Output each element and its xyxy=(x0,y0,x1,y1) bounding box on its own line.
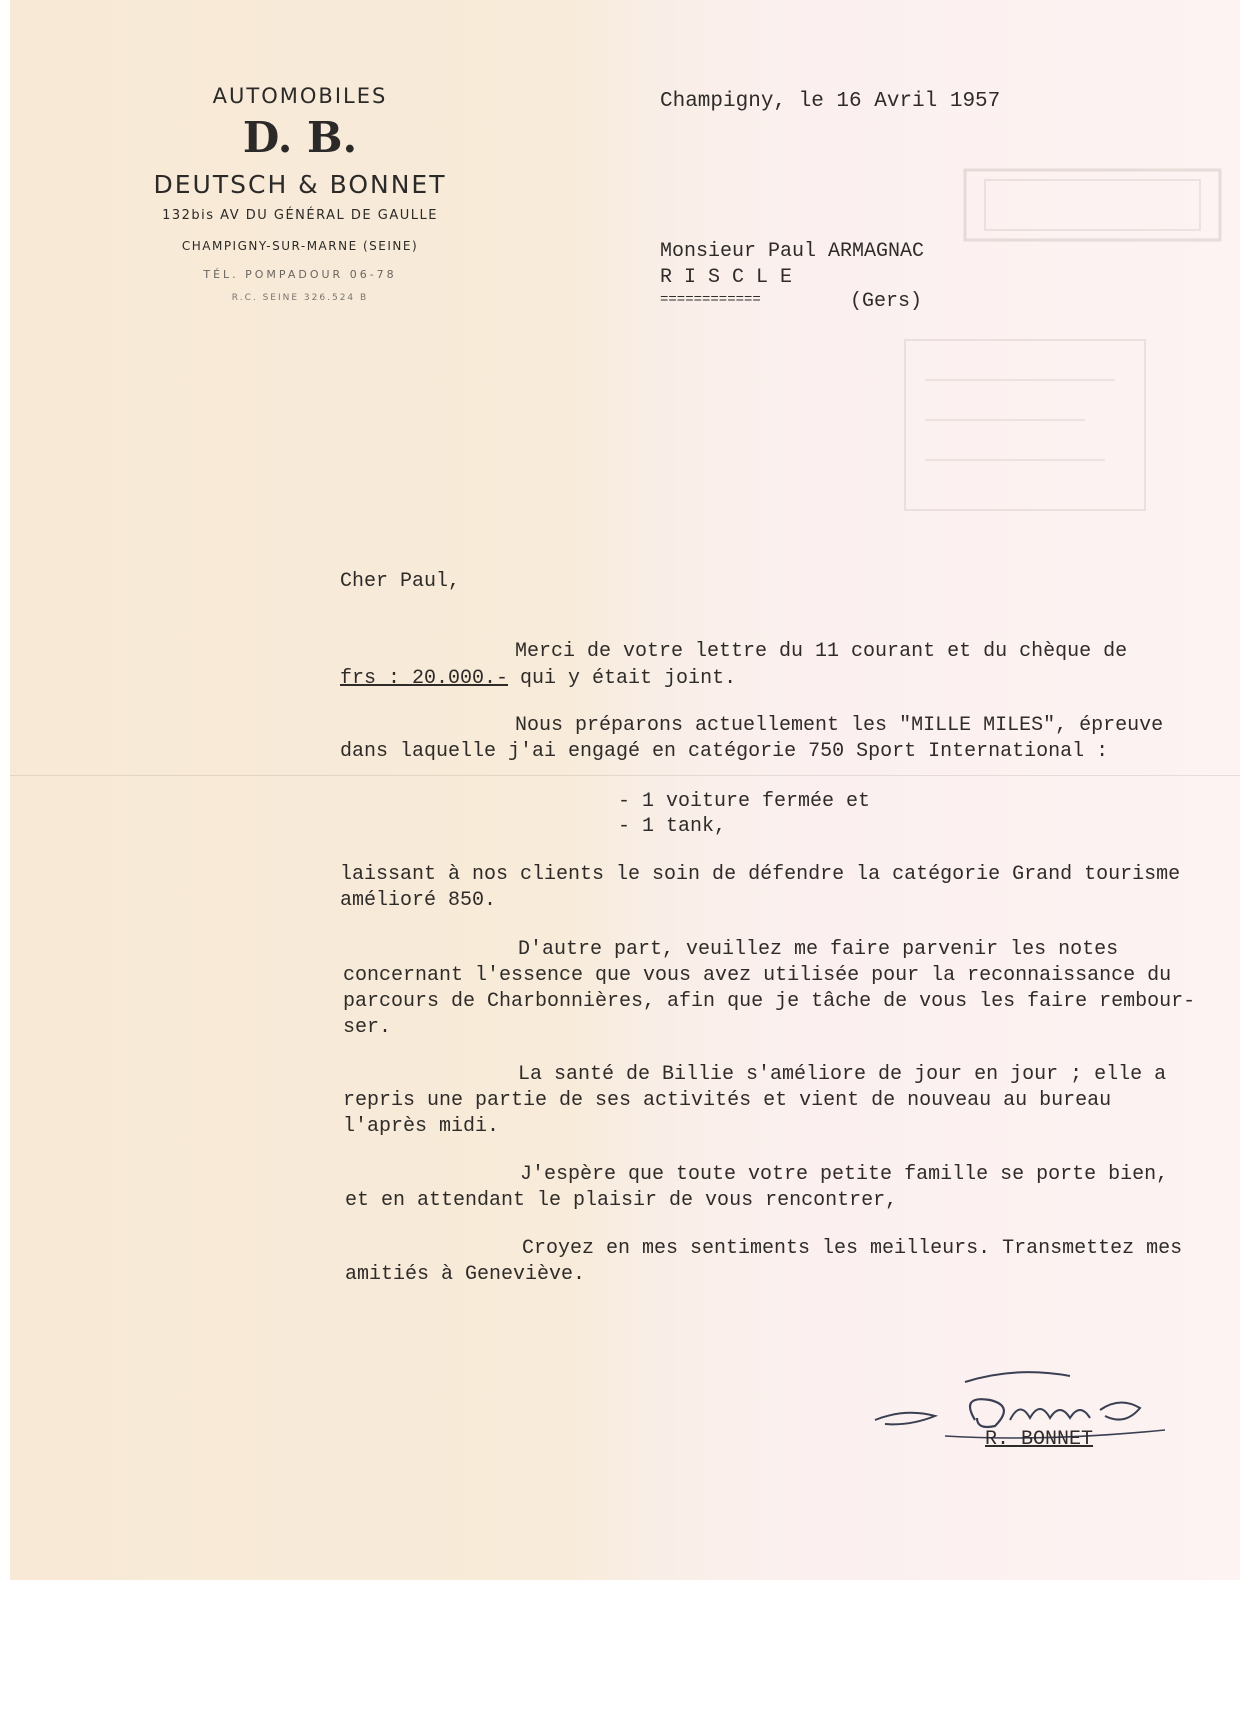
paragraph-4-line-2: concernant l'essence que vous avez utilisée pour la reconnaissance du xyxy=(343,964,1172,987)
salutation: Cher Paul, xyxy=(340,570,461,593)
paragraph-5-line-2: repris une partie de ses activités et vient de nouveau au bureau xyxy=(343,1089,1112,1112)
letterhead-city: CHAMPIGNY-SUR-MARNE (SEINE) xyxy=(181,239,419,253)
paragraph-6-line-1: J'espère que toute votre petite famille se porte bien, xyxy=(520,1163,1169,1186)
letterhead-db-logo: D. B. xyxy=(242,113,358,162)
paper-fold-line xyxy=(10,775,1240,776)
paragraph-1-line-2-rest: qui y était joint. xyxy=(508,667,737,690)
recipient-name: Monsieur Paul ARMAGNAC xyxy=(660,240,925,263)
letterhead-company: DEUTSCH & BONNET xyxy=(153,170,447,199)
paragraph-4-line-1: D'autre part, veuillez me faire parvenir les notes xyxy=(518,938,1119,961)
paragraph-2-line-2: dans laquelle j'ai engagé en catégorie 750 Sport International : xyxy=(340,740,1109,763)
cheque-amount: frs : 20.000.- xyxy=(340,667,509,690)
embossed-stamp xyxy=(885,150,1225,530)
paragraph-1-line-2 xyxy=(340,667,736,690)
recipient-underline: ============ xyxy=(660,292,761,308)
paragraph-7-line-1: Croyez en mes sentiments les meilleurs. Transmettez mes xyxy=(522,1237,1183,1260)
paragraph-5-line-1: La santé de Billie s'améliore de jour en jour ; elle a xyxy=(518,1063,1167,1086)
letterhead-phone: TÉL. POMPADOUR 06-78 xyxy=(203,268,397,281)
letterhead-automobiles: AUTOMOBILES xyxy=(212,84,388,108)
paragraph-5-line-3: l'après midi. xyxy=(343,1115,500,1138)
recipient-city: R I S C L E xyxy=(660,266,793,289)
paragraph-2-line-1: Nous préparons actuellement les "MILLE MILES", épreuve xyxy=(515,714,1164,737)
list-item: - 1 voiture fermée et xyxy=(618,790,871,813)
list-item: - 1 tank, xyxy=(618,815,727,838)
paragraph-1-line-1: Merci de votre lettre du 11 courant et du chèque de xyxy=(515,640,1128,663)
paragraph-7-line-2: amitiés à Geneviève. xyxy=(345,1263,586,1286)
paragraph-3-line-2: amélioré 850. xyxy=(340,889,497,912)
paragraph-4-line-3: parcours de Charbonnières, afin que je tâche de vous les faire rembour- xyxy=(343,990,1196,1013)
letterhead-address: 132bis AV DU GÉNÉRAL DE GAULLE xyxy=(162,208,438,223)
paragraph-3-line-1: laissant à nos clients le soin de défendre la catégorie Grand tourisme xyxy=(340,863,1181,886)
letterhead-registration: R.C. SEINE 326.524 B xyxy=(231,293,369,303)
signature-name: R. BONNET xyxy=(985,1428,1094,1451)
recipient-department: (Gers) xyxy=(850,290,923,313)
paragraph-6-line-2: et en attendant le plaisir de vous rencontrer, xyxy=(345,1189,898,1212)
date-line: Champigny, le 16 Avril 1957 xyxy=(660,90,1001,113)
paragraph-4-line-4: ser. xyxy=(343,1016,392,1039)
